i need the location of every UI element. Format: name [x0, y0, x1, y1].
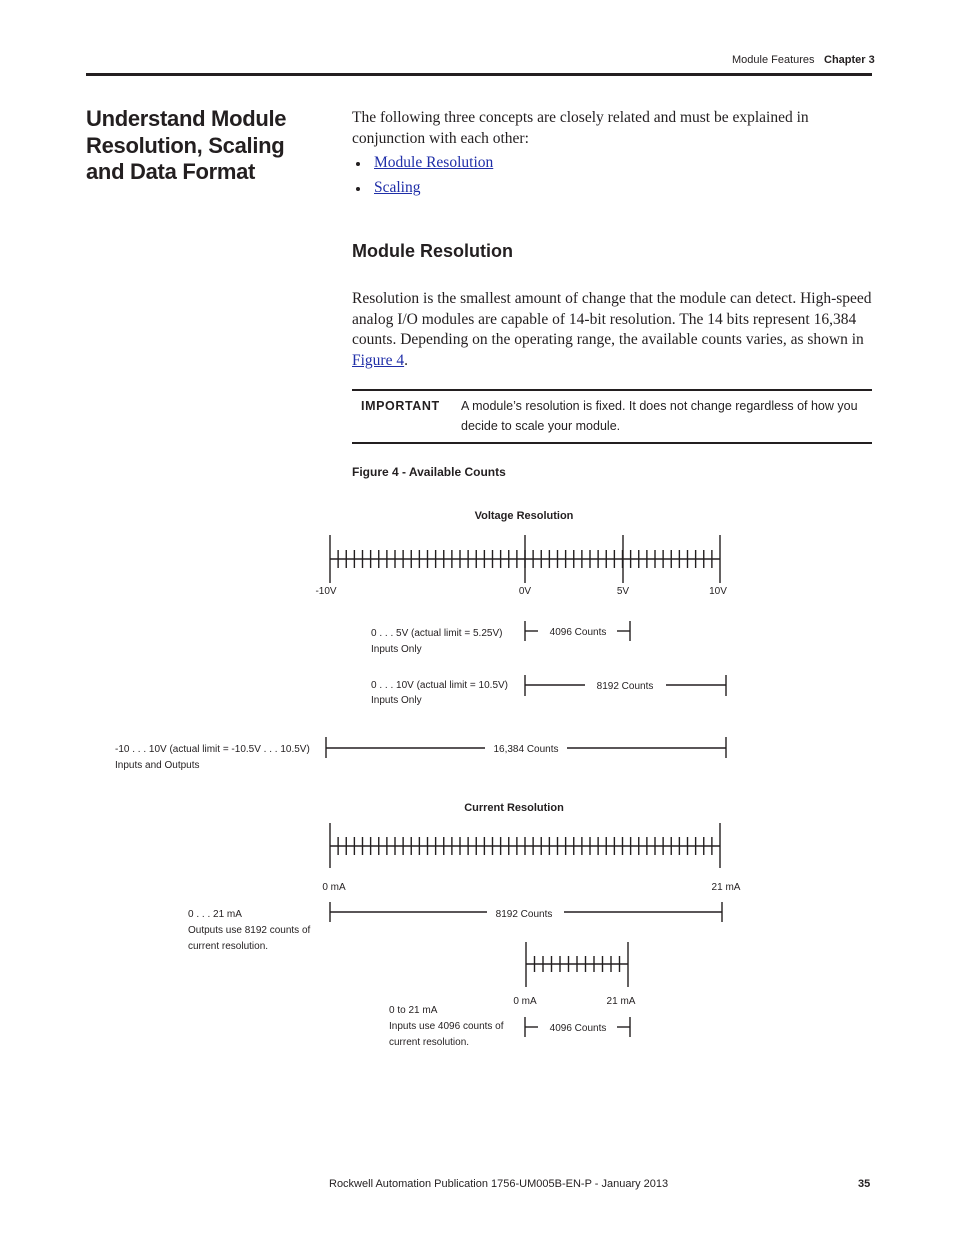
voltage-tick-label: 0V: [518, 586, 532, 597]
range-5v-sublabel: Inputs Only: [371, 644, 422, 655]
voltage-tick-label: 5V: [616, 586, 630, 597]
important-label: IMPORTANT: [361, 399, 440, 413]
counts-4096-label: 4096 Counts: [549, 627, 607, 638]
page-number: 35: [858, 1178, 871, 1190]
resolution-text-end: .: [404, 351, 408, 369]
scaling-link[interactable]: Scaling: [374, 179, 421, 196]
input-current-tick-label: 21 mA: [606, 996, 636, 1007]
range-10v-label: 0 . . . 10V (actual limit = 10.5V): [371, 680, 509, 691]
range-pm10v-label: -10 . . . 10V (actual limit = -10.5V . . . 10.5V): [115, 744, 310, 755]
module-resolution-link[interactable]: Module Resolution: [374, 154, 494, 171]
range-5v-label: 0 . . . 5V (actual limit = 5.25V): [371, 628, 503, 639]
important-text: A module’s resolution is fixed. It does not change regardless of how you decide to scale your module.: [461, 399, 858, 433]
resolution-text: Resolution is the smallest amount of change that the module can detect. High-speed analog I/O modules are capable of 14-bit resolution. The 14 bits represent 16,384 counts. Depending on the operating range, the available counts varies, as shown in: [352, 290, 872, 348]
figure-caption: Figure 4 - Available Counts: [352, 465, 506, 479]
counts-8192-output-label: 8192 Counts: [495, 909, 553, 920]
counts-4096-input-label: 4096 Counts: [549, 1023, 607, 1034]
figure-4-link[interactable]: Figure 4: [352, 351, 405, 369]
current-tick-label: 0 mA: [322, 882, 346, 893]
output-current-sublabel: Outputs use 8192 counts of: [188, 925, 311, 936]
input-current-tick-label: 0 mA: [513, 996, 537, 1007]
input-current-sublabel: current resolution.: [389, 1037, 470, 1048]
range-pm10v-sublabel: Inputs and Outputs: [115, 760, 200, 771]
output-current-sublabel: current resolution.: [188, 941, 269, 952]
counts-16384-label: 16,384 Counts: [493, 744, 559, 755]
input-current-sublabel: Inputs use 4096 counts of: [389, 1021, 504, 1032]
section-title: Understand Module Resolution, Scaling and Data Format: [86, 106, 287, 184]
counts-8192-label: 8192 Counts: [596, 681, 654, 692]
input-current-label: 0 to 21 mA: [389, 1005, 438, 1016]
voltage-tick-label: -10V: [315, 586, 337, 597]
running-header-section: Module Features: [732, 54, 815, 66]
intro-paragraph: The following three concepts are closely related and must be explained in conjunction with each other:: [352, 109, 809, 147]
running-header-chapter: Chapter 3: [824, 54, 875, 66]
voltage-resolution-title: Voltage Resolution: [474, 510, 574, 522]
voltage-tick-label: 10V: [709, 586, 727, 597]
current-resolution-title: Current Resolution: [464, 802, 564, 814]
footer-publication: Rockwell Automation Publication 1756-UM005B-EN-P - January 2013: [329, 1178, 669, 1190]
range-10v-sublabel: Inputs Only: [371, 695, 422, 706]
current-tick-label: 21 mA: [711, 882, 741, 893]
output-current-label: 0 . . . 21 mA: [188, 909, 242, 920]
subsection-title: Module Resolution: [352, 241, 513, 261]
